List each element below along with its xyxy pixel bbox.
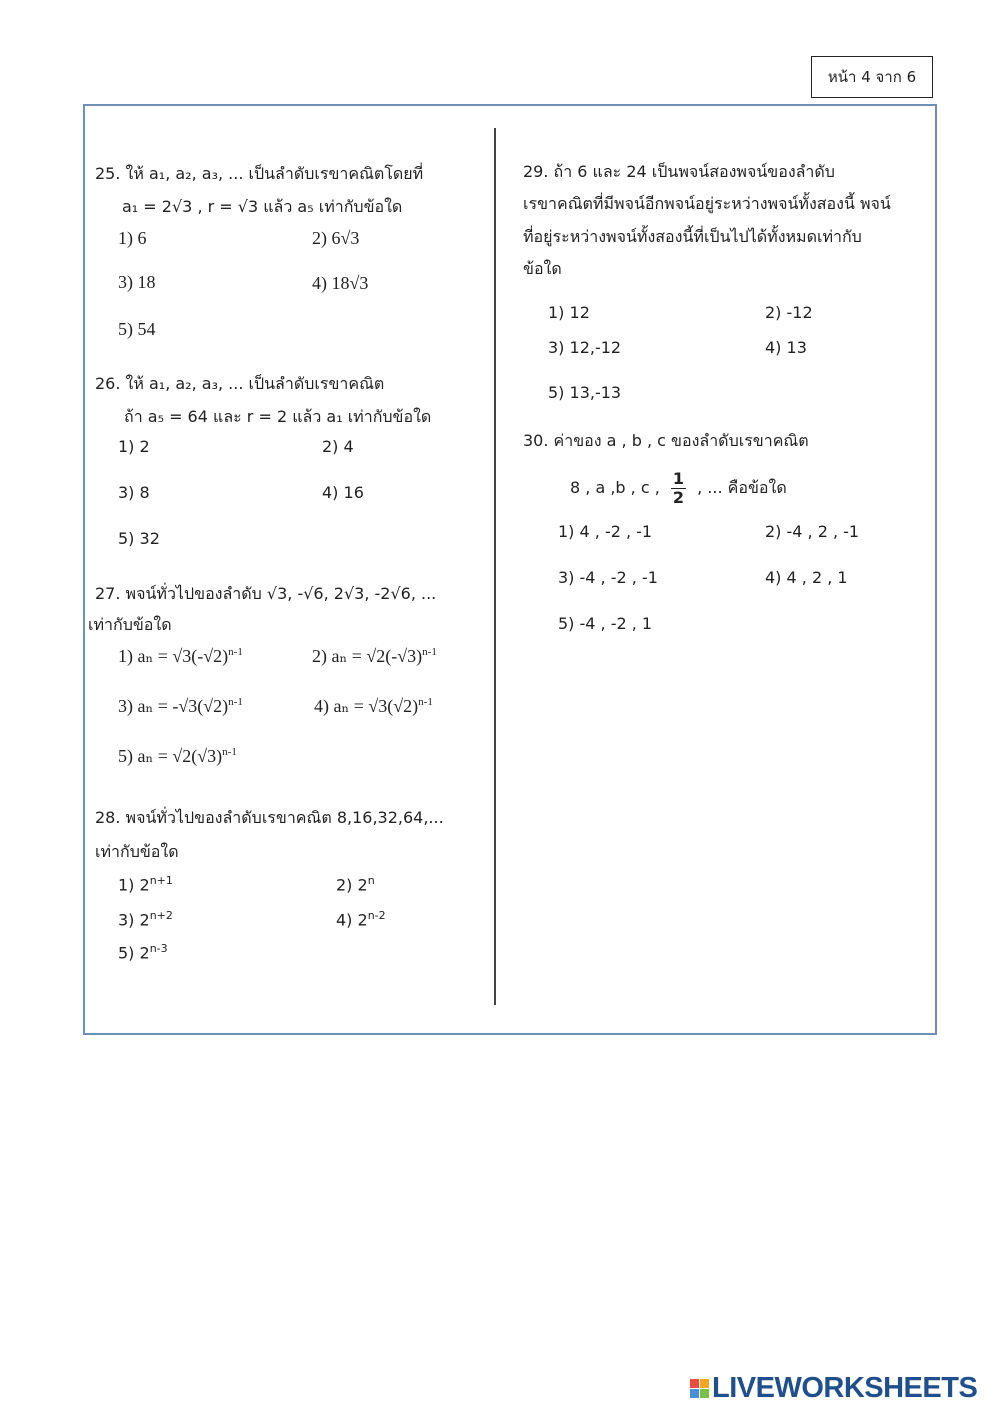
q25-option-5[interactable]: 5) 54 — [118, 319, 156, 339]
q29-option-4[interactable]: 4) 13 — [765, 338, 807, 357]
q29-option-1[interactable]: 1) 12 — [548, 303, 590, 322]
q26-option-4[interactable]: 4) 16 — [322, 483, 364, 502]
q25-stem: 25. ให้ a₁, a₂, a₃, ... เป็นลำดับเรขาคณิตโดยที่ — [95, 164, 424, 183]
q29-stem-line-2: เรขาคณิตที่มีพจน์อีกพจน์อยู่ระหว่างพจน์ทั้งสองนี้ พจน์ — [523, 194, 891, 213]
q27-option-1[interactable]: 1) $a_n = √3(-√2)^{n-1}$ — [118, 646, 243, 666]
q28-option-2[interactable]: 2) 2$^n$ — [336, 874, 375, 895]
fraction-one-half: $\frac{1}{2}$ — [672, 469, 685, 507]
q30-option-5[interactable]: 5) -4 , -2 , 1 — [558, 614, 653, 633]
q27-option-2[interactable]: 2) $a_n = √2(-√3)^{n-1}$ — [312, 646, 437, 666]
q30-option-1[interactable]: 1) 4 , -2 , -1 — [558, 522, 653, 541]
page-label: หน้า 4 จาก 6 — [827, 68, 917, 86]
q30-stem: 30. ค่าของ a , b , c ของลำดับเรขาคณิต — [523, 431, 809, 450]
page-number-box — [811, 56, 933, 98]
liveworksheets-logo: LIVEWORKSHEETS — [690, 1372, 977, 1405]
q28-option-3[interactable]: 3) $2^{n+2}$ — [118, 909, 173, 930]
q29-stem-line-4: ข้อใด — [523, 259, 562, 278]
q26-stem-2: ถ้า a₅ = 64 และ r = 2 แล้ว a₁ เท่ากับข้อใด — [124, 407, 432, 426]
q29-stem-line-1: 29. ถ้า 6 และ 24 เป็นพจน์สองพจน์ของลำดับ — [523, 162, 835, 181]
q26-option-5[interactable]: 5) 32 — [118, 529, 160, 548]
q26-option-3[interactable]: 3) 8 — [118, 483, 150, 502]
q30-option-4[interactable]: 4) 4 , 2 , 1 — [765, 568, 848, 587]
q27-option-3[interactable]: 3) $a_n = -√3(√2)^{n-1}$ — [118, 696, 243, 716]
logo-icon — [690, 1379, 709, 1398]
q25-option-3[interactable]: 3) 18 — [118, 272, 156, 292]
q28-option-5[interactable]: 5) 2$^{n-3}$ — [118, 942, 168, 963]
q30-option-3[interactable]: 3) -4 , -2 , -1 — [558, 568, 658, 587]
q27-stem: 27. พจน์ทั่วไปของลำดับ √3, -√6, 2√3, -2√6, ... — [95, 584, 437, 603]
q26-stem: 26. ให้ a₁, a₂, a₃, ... เป็นลำดับเรขาคณิต — [95, 374, 385, 393]
q29-option-5[interactable]: 5) 13,-13 — [548, 383, 622, 402]
q25-option-2[interactable]: 2) 6√3 — [312, 228, 360, 248]
q27-stem-2: เท่ากับข้อใด — [88, 615, 172, 634]
q25-option-4[interactable]: 4) 18√3 — [312, 273, 369, 293]
q26-option-1[interactable]: 1) 2 — [118, 437, 150, 456]
q28-option-1[interactable]: 1) $2^{n+1}$ — [118, 874, 173, 895]
q29-option-2[interactable]: 2) -12 — [765, 303, 813, 322]
q30-option-2[interactable]: 2) -4 , 2 , -1 — [765, 522, 860, 541]
q29-stem-line-3: ที่อยู่ระหว่างพจน์ทั้งสองนี้ที่เป็นไปได้ทั้งหมดเท่ากับ — [523, 227, 862, 246]
q25-stem-2: a₁ = 2√3 , r = √3 แล้ว a₅ เท่ากับข้อใด — [122, 197, 403, 216]
q27-option-5[interactable]: 5) $a_n = √2(√3)^{n-1}$ — [118, 746, 237, 766]
q29-option-3[interactable]: 3) 12,-12 — [548, 338, 622, 357]
q30-sequence: 8 , a ,b , c , $\frac{1}{2}$ , ... คือข้อใด — [570, 469, 787, 507]
q28-option-4[interactable]: 4) 2$^{n-2}$ — [336, 909, 386, 930]
q27-option-4[interactable]: 4) $a_n = √3(√2)^{n-1}$ — [314, 696, 433, 716]
q26-option-2[interactable]: 2) 4 — [322, 437, 354, 456]
column-divider — [494, 128, 496, 1005]
q25-option-1[interactable]: 1) 6 — [118, 228, 147, 248]
q28-stem: 28. พจน์ทั่วไปของลำดับเรขาคณิต 8,16,32,64,... — [95, 808, 444, 827]
q28-stem-2: เท่ากับข้อใด — [95, 842, 179, 861]
